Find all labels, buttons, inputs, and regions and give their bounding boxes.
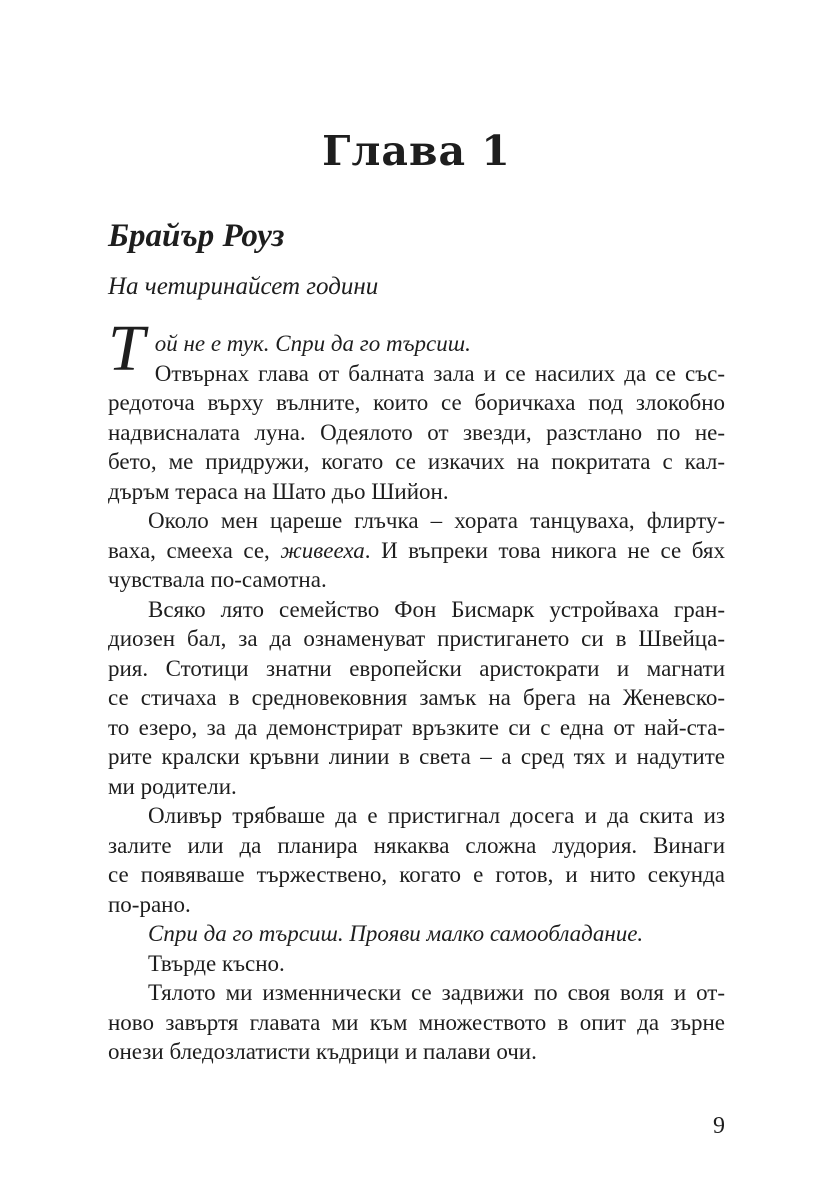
text-segment: Отвърнах глава от балната зала и се насилих да се със- bbox=[154, 360, 725, 386]
text-segment: Оливър трябваше да е пристигнал досега и да скита из bbox=[148, 803, 725, 828]
paragraph bbox=[108, 595, 725, 802]
text-line bbox=[108, 890, 725, 920]
text-line bbox=[108, 860, 725, 890]
text-line bbox=[108, 329, 725, 359]
text-segment: Всяко лято семейство Фон Бисмарк устройваха гран- bbox=[148, 596, 725, 622]
italic-text: Спри да го търсиш. Прояви малко самообладание. bbox=[148, 921, 644, 946]
paragraph bbox=[108, 978, 725, 1067]
text-line bbox=[108, 772, 725, 802]
italic-text: живееха bbox=[280, 537, 365, 563]
text-segment: диозен бал, за да ознаменуват пристигането си в Швейца- bbox=[108, 626, 725, 651]
text-line bbox=[108, 1008, 725, 1038]
text-segment: ново завъртя главата ми към множеството в опит да зърне bbox=[108, 1009, 725, 1035]
text-segment: ми родители. bbox=[108, 773, 237, 799]
paragraph bbox=[108, 312, 725, 506]
text-line bbox=[108, 978, 725, 1008]
text-segment: залите или да планира някаква сложна лудория. Винаги bbox=[108, 832, 725, 858]
text-segment: онези бледозлатисти къдрици и палави очи. bbox=[108, 1039, 537, 1064]
italic-text: ой не е тук. Спри да го търсиш. bbox=[154, 331, 471, 356]
text-segment: Около мен цареше глъчка – хората танцуваха, флирту- bbox=[148, 508, 725, 533]
text-segment: ваха, смееха се, bbox=[108, 537, 281, 563]
text-column bbox=[108, 127, 725, 1067]
text-segment: Твърде късно. bbox=[148, 950, 285, 976]
text-segment: чувствала по-самотна. bbox=[108, 567, 327, 592]
text-line bbox=[108, 477, 725, 507]
text-segment: рия. Стотици знатни европейски аристократи и магнати bbox=[108, 655, 725, 681]
text-line bbox=[108, 949, 725, 979]
text-line bbox=[108, 742, 725, 772]
text-line bbox=[108, 1037, 725, 1067]
text-line bbox=[108, 919, 725, 949]
text-segment: дъръм тераса на Шато дьо Шийон. bbox=[108, 478, 449, 504]
text-segment: Тялото ми изменнически се задвижи по своя воля и от- bbox=[148, 980, 725, 1005]
text-segment: . И въпреки това никога не се бях bbox=[364, 537, 725, 563]
text-line bbox=[108, 447, 725, 477]
text-segment: се стичаха в средновековния замък на брега на Женевско- bbox=[108, 685, 725, 710]
text-segment: то езеро, за да демонстрират връзките си с една от най-ста- bbox=[108, 714, 725, 740]
paragraph bbox=[108, 949, 725, 979]
paragraph bbox=[108, 506, 725, 595]
text-line bbox=[108, 831, 725, 861]
section-title: Брайър Роуз bbox=[108, 218, 285, 254]
text-line bbox=[108, 359, 725, 389]
text-segment: бето, ме придружи, когато се изкачих на покритата с кал- bbox=[108, 449, 725, 474]
text-line bbox=[108, 388, 725, 418]
page-number: 9 bbox=[713, 1113, 725, 1139]
paragraph bbox=[108, 801, 725, 919]
chapter-title: Глава 1 bbox=[322, 127, 511, 175]
text-line bbox=[108, 801, 725, 831]
text-line bbox=[108, 565, 725, 595]
text-segment: по-рано. bbox=[108, 891, 191, 917]
text-line bbox=[108, 624, 725, 654]
text-line bbox=[108, 536, 725, 566]
section-subtitle: На четиринайсет години bbox=[108, 273, 379, 300]
text-line bbox=[108, 595, 725, 625]
text-segment: се появяваше тържествено, когато е готов, и нито секунда bbox=[108, 862, 725, 887]
drop-cap: Т bbox=[108, 312, 145, 385]
text-line bbox=[108, 506, 725, 536]
text-segment: редоточа върху вълните, които се боричкаха под злокобно bbox=[108, 390, 725, 415]
text-line bbox=[108, 683, 725, 713]
text-line bbox=[108, 654, 725, 684]
paragraph bbox=[108, 919, 725, 949]
text-line bbox=[108, 418, 725, 448]
text-segment: надвисналата луна. Одеялото от звезди, разстлано по не- bbox=[108, 419, 725, 445]
text-line bbox=[108, 713, 725, 743]
text-segment: рите кралски кръвни линии в света – а сред тях и надутите bbox=[108, 744, 725, 769]
body-text bbox=[108, 312, 725, 1067]
